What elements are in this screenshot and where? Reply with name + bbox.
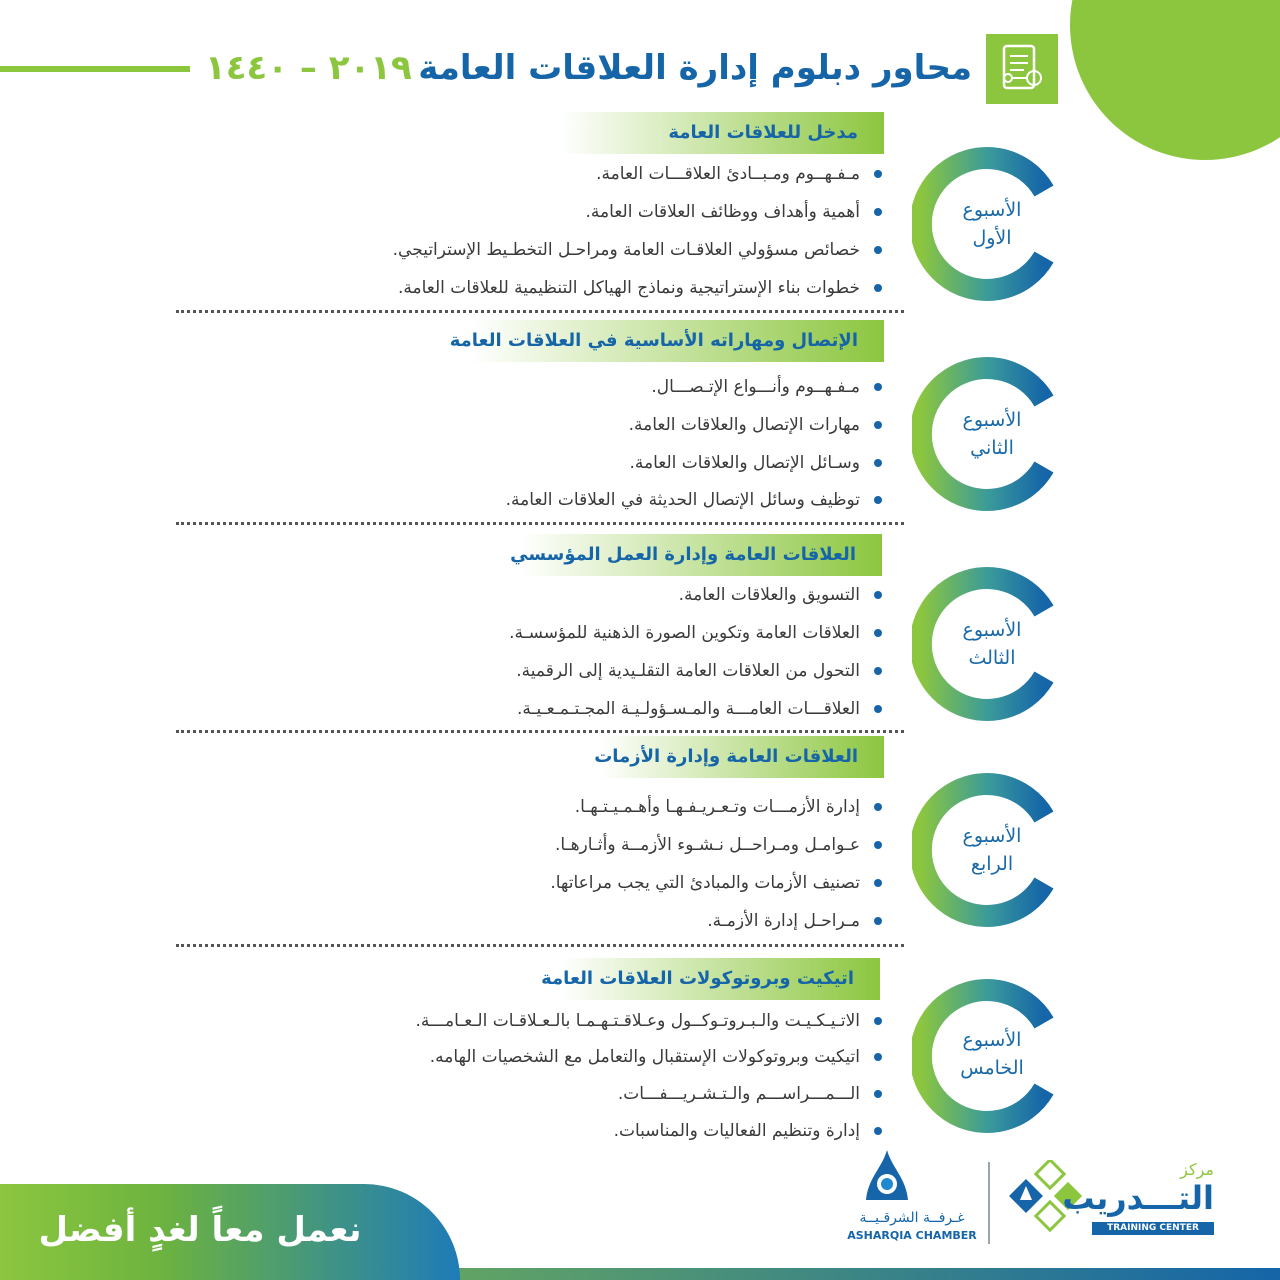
bullet-dot-icon bbox=[874, 459, 882, 467]
list-item: مـفـهــوم وأنـــواع الإتـصـــال. bbox=[651, 377, 860, 397]
list-item: خصائص مسؤولي العلاقـات العامة ومراحـل التخطـيط الإستراتيجي. bbox=[392, 240, 860, 260]
bullet-dot-icon bbox=[874, 1127, 882, 1135]
bullet-dot-icon bbox=[874, 803, 882, 811]
bullet-dot-icon bbox=[874, 246, 882, 254]
bullet-dot-icon bbox=[874, 917, 882, 925]
list-item: اتيكيت وبروتوكولات الإستقبال والتعامل مع الشخصيات الهامه. bbox=[429, 1047, 860, 1067]
list-item: مـراحـل إدارة الأزمـة. bbox=[707, 911, 860, 931]
week-label bbox=[914, 1026, 1070, 1082]
chamber-name-en: ASHARQIA CHAMBER bbox=[847, 1229, 977, 1242]
center-label-small: مركز bbox=[1180, 1160, 1214, 1179]
section-divider bbox=[176, 522, 904, 525]
week-label-line2: الرابع bbox=[970, 853, 1014, 875]
list-item: إدارة الأزمـــات وتـعـريـفـهـا وأهـمـيـتـهـا. bbox=[574, 797, 860, 817]
list-item: التسويق والعلاقات العامة. bbox=[678, 585, 860, 605]
week-label-line1: الأسبوع bbox=[962, 619, 1022, 641]
list-item: عـوامـل ومـراحــل نـشـوء الأزمــة وأثـارهـا. bbox=[555, 835, 860, 855]
week-label-line1: الأسبوع bbox=[962, 825, 1022, 847]
center-label-en: TRAINING CENTER bbox=[1092, 1222, 1214, 1235]
list-item: العلاقـــات العامـــة والمـسـؤولـيـة المجـتـمـعـيـة. bbox=[516, 699, 860, 719]
week-label-line2: الخامس bbox=[960, 1057, 1024, 1079]
list-item: إدارة وتنظيم الفعاليات والمناسبات. bbox=[613, 1121, 860, 1141]
week-label bbox=[914, 822, 1070, 878]
bullet-dot-icon bbox=[874, 841, 882, 849]
section-divider bbox=[176, 310, 904, 313]
bullet-dot-icon bbox=[874, 421, 882, 429]
section-title: مدخل للعلاقات العامة bbox=[668, 122, 858, 143]
bullet-dot-icon bbox=[874, 496, 882, 504]
list-item: الـــمـــراســـم والـتـشـريـــفـــات. bbox=[617, 1084, 860, 1104]
week-label-line1: الأسبوع bbox=[962, 409, 1022, 431]
section-title: الإتصال ومهاراته الأساسية في العلاقات العامة bbox=[449, 330, 858, 351]
chamber-name: غـرفــة الشرقـيــة bbox=[859, 1210, 965, 1226]
list-item: تصنيف الأزمات والمبادئ التي يجب مراعاتها. bbox=[550, 873, 860, 893]
week-label-line2: الثاني bbox=[970, 437, 1014, 459]
header-rule bbox=[0, 66, 190, 72]
section-banner bbox=[560, 112, 884, 154]
section-banner bbox=[510, 534, 882, 576]
section-banner bbox=[541, 958, 880, 1000]
section-title: العلاقات العامة وإدارة العمل المؤسسي bbox=[510, 544, 856, 565]
bullet-dot-icon bbox=[874, 667, 882, 675]
section-title: اتيكيت وبروتوكولات العلاقات العامة bbox=[541, 968, 854, 989]
bullet-dot-icon bbox=[874, 1017, 882, 1025]
section-title: العلاقات العامة وإدارة الأزمات bbox=[594, 746, 858, 767]
list-item: توظيف وسائل الإتصال الحديثة في العلاقات العامة. bbox=[505, 490, 860, 510]
bullet-dot-icon bbox=[874, 284, 882, 292]
list-item: مهارات الإتصال والعلاقات العامة. bbox=[628, 415, 860, 435]
bullet-dot-icon bbox=[874, 1053, 882, 1061]
bullet-dot-icon bbox=[874, 591, 882, 599]
week-label bbox=[914, 406, 1070, 462]
list-item: وسـائل الإتصال والعلاقات العامة. bbox=[629, 453, 860, 473]
list-item: أهمية وأهداف ووظائف العلاقات العامة. bbox=[585, 202, 860, 222]
bullet-dot-icon bbox=[874, 879, 882, 887]
section-banner bbox=[449, 320, 884, 362]
footer-slogan: نعمل معاً لغدٍ أفضل bbox=[38, 1210, 362, 1250]
list-item: التحول من العلاقات العامة التقلـيدية إلى الرقمية. bbox=[516, 661, 860, 681]
section-banner bbox=[594, 736, 884, 778]
bullet-dot-icon bbox=[874, 705, 882, 713]
bullet-dot-icon bbox=[874, 1090, 882, 1098]
center-label: التـــدريب bbox=[1062, 1179, 1214, 1217]
list-item: مـفـهــوم ومـبــادئ العلاقـــات العامة. bbox=[596, 164, 860, 184]
week-label bbox=[914, 196, 1070, 252]
document-edit-icon bbox=[986, 34, 1058, 104]
week-label-line2: الثالث bbox=[968, 647, 1016, 669]
week-label-line1: الأسبوع bbox=[962, 199, 1022, 221]
page-title: محاور دبلوم إدارة العلاقات العامة bbox=[418, 48, 972, 88]
list-item: الاتـيـكـيـت والـبـروتـوكــول وعـلاقـتـهـمـا بالـعـلاقـات الـعـامـــة. bbox=[415, 1011, 860, 1031]
list-item: العلاقات العامة وتكوين الصورة الذهنية للمؤسسـة. bbox=[509, 623, 860, 643]
section-divider bbox=[176, 730, 904, 733]
header-year: ٢٠١٩ – ١٤٤٠ bbox=[205, 48, 412, 88]
bullet-dot-icon bbox=[874, 170, 882, 178]
week-label bbox=[914, 616, 1070, 672]
list-item: خطوات بناء الإستراتيجية ونماذج الهياكل التنظيمية للعلاقات العامة. bbox=[398, 278, 860, 298]
week-label-line2: الأول bbox=[972, 227, 1012, 249]
section-divider bbox=[176, 944, 904, 947]
corner-decoration bbox=[1070, 0, 1280, 160]
chamber-logo-icon bbox=[862, 1148, 912, 1208]
bullet-dot-icon bbox=[874, 208, 882, 216]
logo-divider bbox=[988, 1162, 990, 1244]
week-label-line1: الأسبوع bbox=[962, 1029, 1022, 1051]
bullet-dot-icon bbox=[874, 629, 882, 637]
bullet-dot-icon bbox=[874, 383, 882, 391]
